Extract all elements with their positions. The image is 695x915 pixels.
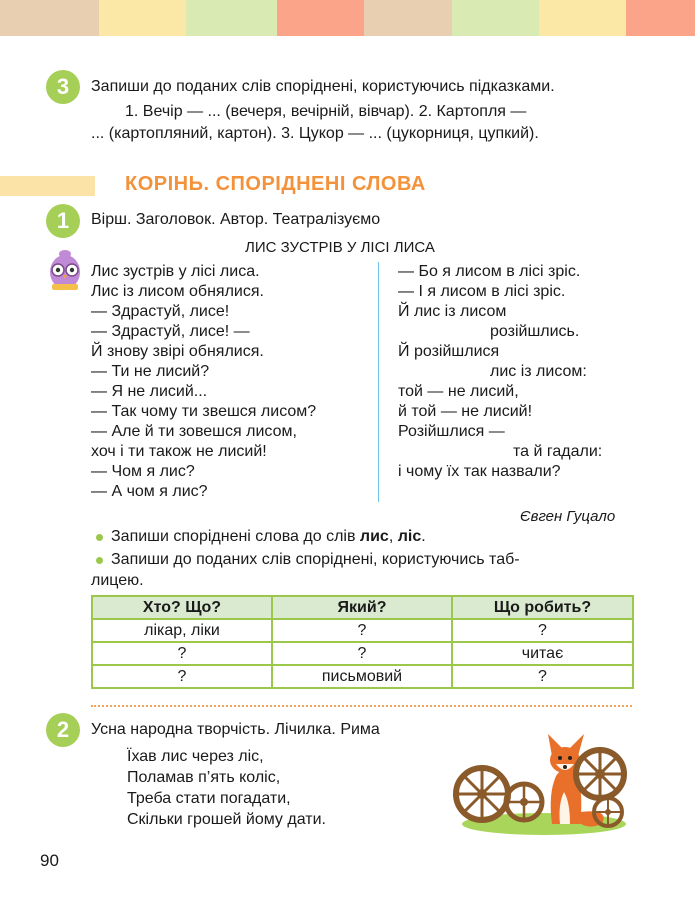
rhyme-line: Поламав п’ять коліс, xyxy=(127,769,281,786)
poem-line: — І я лисом в лісі зріс. xyxy=(398,283,566,300)
bullet-dot xyxy=(96,557,103,564)
rhyme-line: Їхав лис через ліс, xyxy=(127,748,264,765)
stripe xyxy=(186,0,277,36)
dotted-divider xyxy=(91,705,632,707)
poem-column-divider xyxy=(378,262,379,502)
poem-line: та й гадали: xyxy=(513,443,603,460)
poem-line: — Ти не лисий? xyxy=(91,363,210,380)
table-cell: ? xyxy=(272,642,452,665)
task3-line: 1. Вечір — ... (вечеря, вечірній, вівчар). 2. Картопля — xyxy=(125,103,527,120)
table-header-row xyxy=(92,596,633,619)
poem-line: Лис із лисом обнялися. xyxy=(91,283,264,300)
stripe xyxy=(0,0,99,36)
poem-line: хоч і ти також не лисий! xyxy=(91,443,267,460)
table-row xyxy=(92,665,633,688)
table-cell: лікар, ліки xyxy=(92,619,272,642)
wheel-icon xyxy=(576,750,624,798)
table-cell: ? xyxy=(92,642,272,665)
owl-mascot-icon xyxy=(44,248,86,294)
task-number-badge: 3 xyxy=(46,70,80,104)
poem-line: Розійшлися — xyxy=(398,423,505,440)
poem-line: — А чом я лис? xyxy=(91,483,208,500)
wheel-icon xyxy=(594,798,622,826)
poem-line: — Бо я лисом в лісі зріс. xyxy=(398,263,581,280)
bullet-task: Запиши до поданих слів споріднені, користуючись таб- xyxy=(111,551,520,568)
task1-intro: Вірш. Заголовок. Автор. Театралізуємо xyxy=(91,211,381,228)
stripe xyxy=(452,0,539,36)
section-title: КОРІНЬ. СПОРІДНЕНІ СЛОВА xyxy=(125,173,426,195)
poem-line: Й знову звірі обнялися. xyxy=(91,343,264,360)
bold-word: ліс xyxy=(397,528,422,545)
poem-line: Й лис із лисом xyxy=(398,303,507,320)
bullet-task-continuation: лицею. xyxy=(91,572,144,589)
table-cell: письмовий xyxy=(272,665,452,688)
poem-line: — Здрастуй, лисе! — xyxy=(91,323,250,340)
task3-line: ... (картопляний, картон). 3. Цукор — ... (цукорниця, цупкий). xyxy=(91,125,539,142)
bold-word: лис xyxy=(359,528,389,545)
stripe xyxy=(539,0,626,36)
table-cell: ? xyxy=(92,665,272,688)
poem-line: той — не лисий, xyxy=(398,383,519,400)
table-cell: читає xyxy=(452,642,633,665)
fox-with-wheels-illustration xyxy=(452,712,632,836)
wheel-icon xyxy=(506,784,542,820)
poem-line: і чому їх так назвали? xyxy=(398,463,561,480)
poem-line: — Так чому ти звешся лисом? xyxy=(91,403,317,420)
task2-intro: Усна народна творчість. Лічилка. Рима xyxy=(91,721,380,738)
task3-instruction: Запиши до поданих слів споріднені, користуючись підказками. xyxy=(91,78,555,95)
poem-line: — Але й ти зовешся лисом, xyxy=(91,423,297,440)
bullet-task: Запиши споріднені слова до слів лис, ліс. xyxy=(111,528,426,545)
stripe xyxy=(277,0,364,36)
poem-line: Й розійшлися xyxy=(398,343,500,360)
table-cell: ? xyxy=(452,665,633,688)
wheel-icon xyxy=(456,768,508,820)
stripe xyxy=(364,0,452,36)
task-number-badge: 1 xyxy=(46,204,80,238)
words-table xyxy=(91,595,634,689)
table-cell: ? xyxy=(272,619,452,642)
rhyme-line: Треба стати погадати, xyxy=(127,790,291,807)
table-header-cell: Хто? Що? xyxy=(92,596,272,619)
table-cell: ? xyxy=(452,619,633,642)
table-row xyxy=(92,619,633,642)
section-bar xyxy=(0,176,95,196)
poem-line: розійшлись. xyxy=(490,323,580,340)
poem-title: ЛИС ЗУСТРІВ У ЛІСІ ЛИСА xyxy=(245,239,435,256)
table-header-cell: Який? xyxy=(272,596,452,619)
task-number-badge: 2 xyxy=(46,713,80,747)
rhyme-line: Скільки грошей йому дати. xyxy=(127,811,326,828)
poem-line: — Я не лисий... xyxy=(91,383,208,400)
page-number: 90 xyxy=(40,851,59,870)
poem-line: — Чом я лис? xyxy=(91,463,195,480)
stripe xyxy=(626,0,695,36)
poem-line: й той — не лисий! xyxy=(398,403,533,420)
poem-author: Євген Гуцало xyxy=(520,508,616,525)
bullet-dot xyxy=(96,534,103,541)
table-row xyxy=(92,642,633,665)
table-header-cell: Що робить? xyxy=(452,596,633,619)
poem-line: лис із лисом: xyxy=(490,363,587,380)
top-color-stripes xyxy=(0,0,695,36)
poem-line: Лис зустрів у лісі лиса. xyxy=(91,263,260,280)
stripe xyxy=(99,0,186,36)
poem-line: — Здрастуй, лисе! xyxy=(91,303,230,320)
